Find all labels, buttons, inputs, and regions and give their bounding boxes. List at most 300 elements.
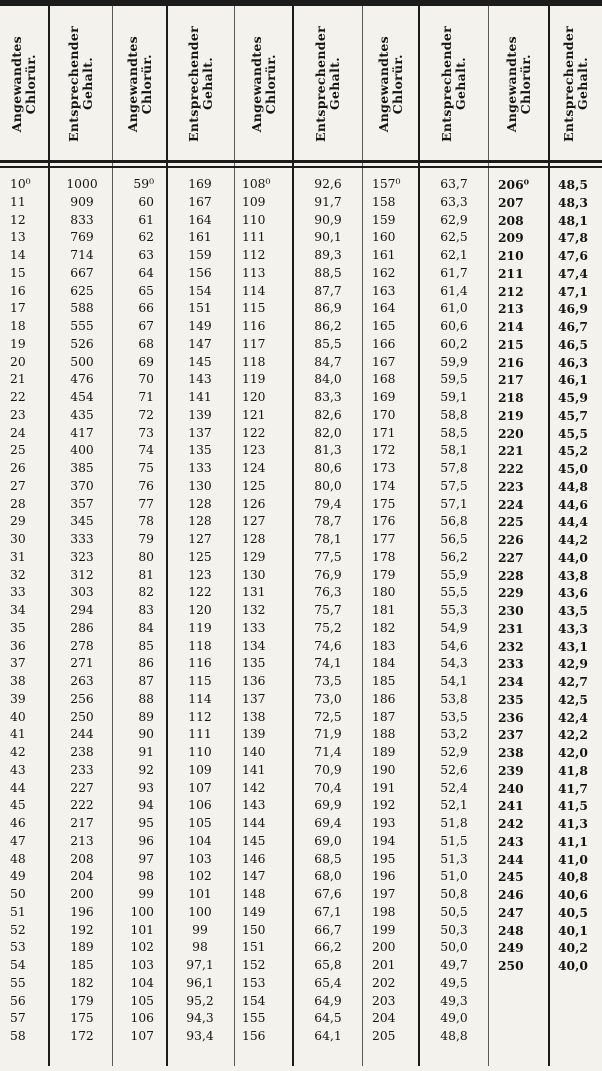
table-cell: 147	[242, 869, 266, 884]
column-divider	[362, 6, 363, 1066]
table-cell: 122	[242, 425, 266, 440]
table-cell: 199	[372, 922, 396, 937]
table-cell: 54,1	[440, 674, 468, 688]
table-cell: 200	[70, 887, 94, 901]
table-cell: 139	[242, 727, 266, 742]
table-cell: 87,7	[314, 283, 342, 298]
table-cell: 196	[70, 904, 94, 919]
column-header: Entsprechender Gehalt.	[313, 26, 342, 142]
table-cell: 102	[130, 940, 154, 955]
table-cell: 77,5	[314, 549, 342, 564]
table-cell: 66,7	[314, 922, 342, 937]
table-cell: 101	[130, 922, 154, 937]
table-cell: 53,8	[440, 691, 468, 706]
table-cell: 182	[372, 620, 396, 635]
table-cell: 43,3	[558, 620, 588, 636]
table-cell: 75,2	[314, 620, 342, 635]
table-cell: 86,9	[314, 301, 342, 316]
column-header: Angewandtes Chlorür.	[124, 35, 154, 133]
table-cell: 156	[242, 1029, 266, 1043]
column-divider	[418, 6, 420, 1066]
table-cell: 158	[372, 194, 396, 209]
table-cell: 555	[70, 319, 94, 333]
table-cell: 123	[242, 443, 266, 458]
table-cell: 96,1	[186, 975, 214, 990]
table-cell: 93	[138, 780, 154, 795]
table-cell: 134	[242, 638, 266, 653]
column-divider	[488, 6, 489, 1066]
table-cell: 73,5	[314, 674, 342, 688]
table-cell: 49,3	[440, 993, 468, 1008]
table-cell: 223	[498, 478, 524, 494]
table-cell: 59⁰	[133, 177, 154, 191]
table-cell: 66	[138, 301, 154, 316]
table-cell: 39	[10, 691, 26, 706]
table-cell: 77	[138, 496, 154, 511]
table-cell: 51	[10, 904, 26, 919]
table-cell: 75,7	[314, 603, 342, 617]
table-cell: 47,8	[558, 230, 588, 246]
table-cell: 244	[70, 727, 94, 742]
table-cell: 175	[372, 496, 396, 511]
table-cell: 133	[188, 461, 212, 475]
table-cell: 1000	[66, 177, 98, 191]
table-cell: 67,6	[314, 887, 342, 901]
table-cell: 233	[498, 656, 524, 672]
table-cell: 170	[372, 407, 396, 422]
table-cell: 164	[188, 212, 212, 227]
table-cell: 59,5	[440, 372, 468, 387]
table-cell: 194	[372, 833, 396, 848]
table-cell: 42,4	[558, 709, 588, 725]
table-cell: 46,9	[558, 301, 588, 317]
table-cell: 667	[70, 265, 94, 280]
table-cell: 38	[10, 674, 26, 688]
table-cell: 127	[188, 532, 212, 546]
header-cell	[0, 10, 48, 158]
table-cell: 46	[10, 816, 26, 830]
table-cell: 68	[138, 336, 154, 351]
table-cell: 141	[188, 390, 212, 404]
table-cell: 104	[188, 833, 212, 848]
table-cell: 57	[10, 1011, 26, 1026]
table-cell: 26	[10, 461, 26, 475]
table-cell: 229	[498, 585, 524, 601]
data-column	[114, 176, 154, 1046]
table-cell: 54,3	[440, 656, 468, 671]
table-cell: 145	[188, 354, 212, 369]
table-cell: 56,5	[440, 532, 468, 546]
table-cell: 120	[242, 390, 266, 404]
table-cell: 47,4	[558, 265, 588, 281]
table-cell: 34	[10, 603, 26, 617]
table-cell: 51,3	[440, 851, 468, 866]
table-cell: 70,4	[314, 780, 342, 795]
table-cell: 146	[242, 851, 266, 866]
table-cell: 198	[372, 904, 396, 919]
table-cell: 42,9	[558, 656, 588, 672]
table-cell: 55	[10, 975, 26, 990]
table-cell: 114	[188, 691, 212, 706]
table-cell: 175	[70, 1011, 94, 1026]
table-cell: 107	[188, 780, 212, 795]
table-cell: 90,9	[314, 212, 342, 227]
table-cell: 45,0	[558, 461, 588, 476]
table-cell: 128	[188, 514, 212, 529]
table-cell: 41,8	[558, 762, 588, 778]
table-cell: 55,3	[440, 603, 468, 617]
table-cell: 42,2	[558, 727, 588, 743]
table-cell: 189	[70, 940, 94, 955]
table-cell: 165	[372, 319, 396, 333]
table-cell: 68,5	[314, 851, 342, 866]
table-cell: 176	[372, 514, 396, 529]
table-cell: 233	[70, 762, 94, 777]
table-cell: 115	[188, 674, 212, 688]
table-cell: 476	[70, 372, 94, 387]
header-rule	[0, 160, 602, 163]
table-cell: 116	[242, 319, 266, 333]
table-cell: 49,0	[440, 1011, 468, 1026]
table-cell: 244	[498, 851, 524, 867]
table-cell: 48,1	[558, 212, 588, 228]
table-cell: 47	[10, 833, 26, 848]
table-cell: 40,0	[558, 958, 588, 973]
table-cell: 137	[242, 691, 266, 706]
table-cell: 67	[138, 319, 154, 333]
header-rule	[0, 166, 602, 168]
table-cell: 81,3	[314, 443, 342, 458]
header-cell	[363, 10, 418, 158]
table-cell: 112	[188, 709, 212, 724]
table-cell: 221	[498, 443, 524, 459]
table-cell: 160	[372, 230, 396, 245]
table-cell: 42,7	[558, 674, 588, 689]
table-cell: 41,5	[558, 798, 588, 814]
table-cell: 21	[10, 372, 26, 387]
table-cell: 46,3	[558, 354, 588, 370]
table-cell: 93,4	[186, 1029, 214, 1043]
table-cell: 154	[188, 283, 212, 298]
table-cell: 249	[498, 940, 524, 956]
table-cell: 52	[10, 922, 26, 937]
table-cell: 56,8	[440, 514, 468, 529]
table-cell: 48	[10, 851, 26, 866]
table-cell: 231	[498, 620, 524, 636]
table-cell: 13	[10, 230, 26, 245]
table-cell: 58,5	[440, 425, 468, 440]
table-cell: 90,1	[314, 230, 342, 245]
table-cell: 167	[188, 194, 212, 209]
column-divider	[292, 6, 294, 1066]
table-cell: 211	[498, 265, 524, 281]
table-cell: 48,3	[558, 194, 588, 210]
table-cell: 73,0	[314, 691, 342, 706]
table-cell: 10⁰	[10, 177, 31, 191]
table-cell: 227	[498, 549, 524, 565]
table-cell: 96	[138, 833, 154, 848]
table-cell: 236	[498, 709, 524, 725]
table-cell: 80,6	[314, 461, 342, 475]
table-cell: 27	[10, 478, 26, 493]
table-cell: 179	[70, 993, 94, 1008]
table-cell: 228	[498, 567, 524, 583]
table-cell: 19	[10, 336, 26, 351]
table-cell: 41	[10, 727, 26, 742]
table-cell: 92	[138, 762, 154, 777]
data-column	[10, 176, 48, 1046]
table-cell: 53	[10, 940, 26, 955]
table-cell: 131	[242, 585, 266, 600]
table-cell: 97,1	[186, 958, 214, 972]
table-cell: 159	[188, 248, 212, 262]
table-cell: 44,0	[558, 549, 588, 565]
column-header: Entsprechender Gehalt.	[561, 26, 590, 142]
table-cell: 107	[130, 1029, 154, 1043]
table-cell: 45,5	[558, 425, 588, 441]
table-cell: 179	[372, 567, 396, 582]
table-cell: 108⁰	[242, 177, 271, 191]
table-cell: 216	[498, 354, 524, 370]
table-cell: 62,1	[440, 248, 468, 262]
table-cell: 58	[10, 1029, 26, 1043]
table-cell: 56	[10, 993, 26, 1008]
table-cell: 129	[242, 549, 266, 564]
table-cell: 385	[70, 461, 94, 475]
table-cell: 60	[138, 194, 154, 209]
column-divider	[112, 6, 113, 1066]
table-cell: 89,3	[314, 248, 342, 262]
table-cell: 57,5	[440, 478, 468, 493]
column-header: Angewandtes Chlorür.	[248, 35, 278, 133]
table-cell: 70,9	[314, 762, 342, 777]
table-cell: 148	[242, 887, 266, 901]
header-cell	[168, 10, 234, 158]
table-cell: 14	[10, 248, 26, 262]
table-cell: 100	[130, 904, 154, 919]
data-column	[172, 176, 228, 1046]
table-cell: 152	[242, 958, 266, 972]
table-cell: 220	[498, 425, 524, 441]
table-cell: 271	[70, 656, 94, 671]
table-cell: 185	[372, 674, 396, 688]
table-cell: 78,1	[314, 532, 342, 546]
table-cell: 55,5	[440, 585, 468, 600]
table-cell: 144	[242, 816, 266, 830]
table-cell: 137	[188, 425, 212, 440]
header-cell	[489, 10, 548, 158]
table-cell: 20	[10, 354, 26, 369]
table-cell: 149	[242, 904, 266, 919]
table-cell: 120	[188, 603, 212, 617]
table-cell: 212	[498, 283, 524, 299]
table-cell: 246	[498, 887, 524, 902]
table-cell: 200	[372, 940, 396, 955]
table-cell: 213	[70, 833, 94, 848]
table-cell: 147	[188, 336, 212, 351]
table-cell: 109	[188, 762, 212, 777]
table-cell: 99	[192, 922, 208, 937]
table-cell: 35	[10, 620, 26, 635]
data-column	[424, 176, 484, 1046]
table-cell: 40,8	[558, 869, 588, 885]
table-cell: 105	[188, 816, 212, 830]
table-cell: 127	[242, 514, 266, 529]
table-cell: 43	[10, 762, 26, 777]
table-cell: 83,3	[314, 390, 342, 404]
table-cell: 17	[10, 301, 26, 316]
table-cell: 250	[498, 958, 524, 973]
table-cell: 294	[70, 603, 94, 617]
table-cell: 237	[498, 727, 524, 743]
table-cell: 103	[130, 958, 154, 972]
column-header: Entsprechender Gehalt.	[66, 26, 95, 142]
table-cell: 163	[372, 283, 396, 298]
table-cell: 54,6	[440, 638, 468, 653]
table-cell: 177	[372, 532, 396, 546]
table-cell: 143	[242, 798, 266, 813]
table-cell: 110	[188, 745, 212, 759]
table-cell: 201	[372, 958, 396, 972]
table-cell: 43,1	[558, 638, 588, 654]
table-cell: 61,4	[440, 283, 468, 298]
table-cell: 84,0	[314, 372, 342, 387]
table-cell: 45,7	[558, 407, 588, 423]
table-cell: 204	[70, 869, 94, 884]
table-cell: 41,0	[558, 851, 588, 867]
table-cell: 130	[188, 478, 212, 493]
table-cell: 215	[498, 336, 524, 352]
table-cell: 121	[242, 407, 266, 422]
table-cell: 234	[498, 674, 524, 689]
table-cell: 88	[138, 691, 154, 706]
table-cell: 76,9	[314, 567, 342, 582]
table-cell: 135	[188, 443, 212, 458]
table-cell: 74,1	[314, 656, 342, 671]
table-cell: 286	[70, 620, 94, 635]
table-cell: 52,4	[440, 780, 468, 795]
table-cell: 245	[498, 869, 524, 885]
table-cell: 64	[138, 265, 154, 280]
table-cell: 239	[498, 762, 524, 778]
table-cell: 191	[372, 780, 396, 795]
table-cell: 186	[372, 691, 396, 706]
table-cell: 101	[188, 887, 212, 901]
table-cell: 104	[130, 975, 154, 990]
table-cell: 225	[498, 514, 524, 530]
table-cell: 114	[242, 283, 266, 298]
table-cell: 94,3	[186, 1011, 214, 1026]
table-cell: 208	[70, 851, 94, 866]
table-cell: 71,4	[314, 745, 342, 759]
table-cell: 238	[498, 745, 524, 760]
table-cell: 73	[138, 425, 154, 440]
table-cell: 85	[138, 638, 154, 653]
table-cell: 218	[498, 390, 524, 405]
table-cell: 62	[138, 230, 154, 245]
table-cell: 110	[242, 212, 266, 227]
table-cell: 226	[498, 532, 524, 547]
column-header: Angewandtes Chlorür.	[503, 35, 533, 133]
table-cell: 100	[188, 904, 212, 919]
table-cell: 171	[372, 425, 396, 440]
table-cell: 47,6	[558, 248, 588, 263]
table-cell: 31	[10, 549, 26, 564]
table-cell: 130	[242, 567, 266, 582]
table-cell: 625	[70, 283, 94, 298]
table-cell: 50,3	[440, 922, 468, 937]
header-cell	[550, 10, 602, 158]
table-cell: 157⁰	[372, 177, 401, 191]
table-cell: 142	[242, 780, 266, 795]
table-cell: 184	[372, 656, 396, 671]
table-cell: 51,0	[440, 869, 468, 884]
table-cell: 166	[372, 336, 396, 351]
table-cell: 33	[10, 585, 26, 600]
table-cell: 89	[138, 709, 154, 724]
table-cell: 172	[372, 443, 396, 458]
table-cell: 526	[70, 336, 94, 351]
column-header: Entsprechender Gehalt.	[186, 26, 215, 142]
table-cell: 209	[498, 230, 524, 246]
table-cell: 454	[70, 390, 94, 404]
table-cell: 69,4	[314, 816, 342, 830]
table-cell: 210	[498, 248, 524, 263]
table-cell: 41,7	[558, 780, 588, 796]
table-cell: 185	[70, 958, 94, 972]
table-cell: 42,5	[558, 691, 588, 707]
table-cell: 46,7	[558, 319, 588, 334]
table-cell: 18	[10, 319, 26, 333]
data-column	[498, 176, 546, 975]
table-cell: 206⁰	[498, 177, 530, 192]
table-cell: 49,7	[440, 958, 468, 972]
table-cell: 25	[10, 443, 26, 458]
table-cell: 49,5	[440, 975, 468, 990]
table-cell: 227	[70, 780, 94, 795]
table-cell: 312	[70, 567, 94, 582]
table-cell: 99	[138, 887, 154, 901]
table-cell: 133	[242, 620, 266, 635]
table-cell: 140	[242, 745, 266, 759]
table-cell: 172	[70, 1029, 94, 1043]
table-cell: 102	[188, 869, 212, 884]
table-cell: 70	[138, 372, 154, 387]
table-cell: 189	[372, 745, 396, 759]
table-cell: 106	[188, 798, 212, 813]
table-cell: 68,0	[314, 869, 342, 884]
table-cell: 164	[372, 301, 396, 316]
table-cell: 65,4	[314, 975, 342, 990]
table-cell: 303	[70, 585, 94, 600]
data-column	[372, 176, 416, 1046]
table-cell: 64,1	[314, 1029, 342, 1043]
table-cell: 40,6	[558, 887, 588, 902]
table-cell: 187	[372, 709, 396, 724]
table-cell: 50,8	[440, 887, 468, 901]
data-column	[558, 176, 602, 975]
data-column	[56, 176, 108, 1046]
table-cell: 76,3	[314, 585, 342, 600]
table-cell: 126	[242, 496, 266, 511]
table-cell: 57,8	[440, 461, 468, 475]
table-cell: 22	[10, 390, 26, 404]
table-cell: 48,5	[558, 177, 588, 192]
table-cell: 45,9	[558, 390, 588, 405]
table-cell: 182	[70, 975, 94, 990]
table-cell: 111	[242, 230, 266, 245]
header-cell	[50, 10, 112, 158]
